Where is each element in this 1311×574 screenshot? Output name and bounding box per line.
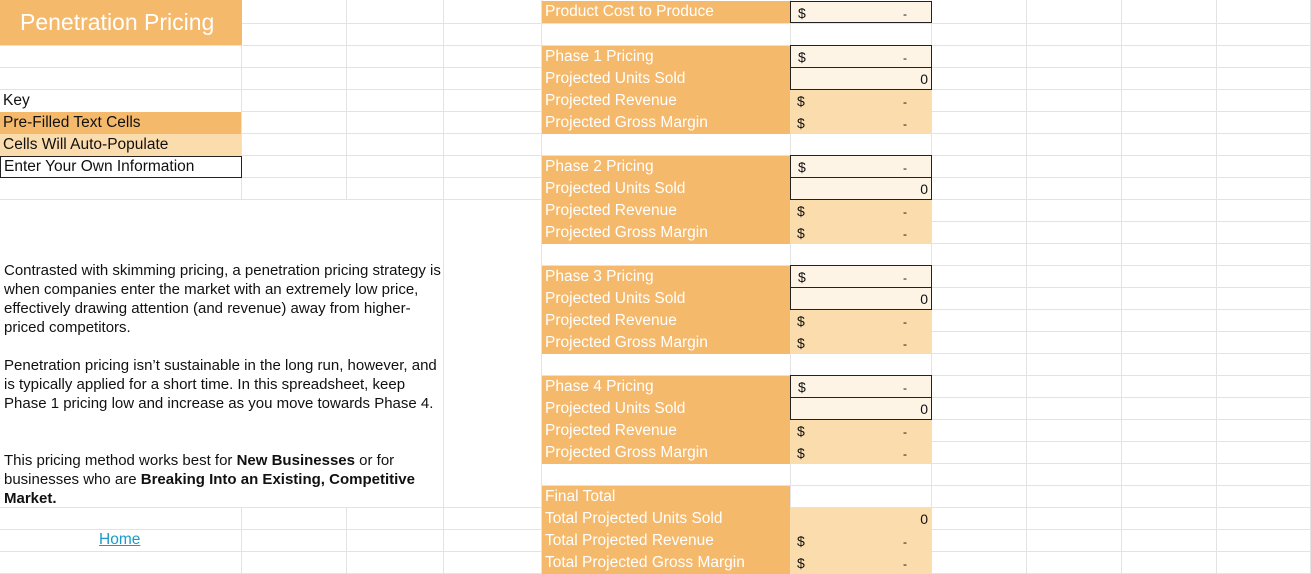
phase-3-units-label: Projected Units Sold <box>542 288 790 310</box>
final-revenue-label: Total Projected Revenue <box>542 530 790 552</box>
final-units-label: Total Projected Units Sold <box>542 508 790 530</box>
phase-2-pricing-label: Phase 2 Pricing <box>542 156 790 178</box>
phase-1-revenue-value <box>790 90 931 112</box>
value: 0 <box>920 71 928 87</box>
final-margin-label: Total Projected Gross Margin <box>542 552 790 574</box>
currency-symbol: $ <box>798 49 806 65</box>
sheet-title: Penetration Pricing <box>0 0 242 45</box>
phase-2-margin-value <box>790 222 931 244</box>
value: - <box>903 315 907 329</box>
key-enter-info[interactable]: Enter Your Own Information <box>0 156 242 178</box>
currency-symbol: $ <box>798 379 806 395</box>
currency-symbol: $ <box>797 533 805 549</box>
value: - <box>903 337 907 351</box>
value: - <box>903 381 907 395</box>
currency-symbol: $ <box>798 5 806 21</box>
currency-symbol: $ <box>797 115 805 131</box>
key-heading: Key <box>0 90 241 112</box>
value: 0 <box>920 181 928 197</box>
phase-1-units-label: Projected Units Sold <box>542 68 790 90</box>
key-autopopulate: Cells Will Auto-Populate <box>0 134 241 156</box>
phase-2-revenue-label: Projected Revenue <box>542 200 790 222</box>
currency-symbol: $ <box>797 203 805 219</box>
currency-symbol: $ <box>797 423 805 439</box>
value: - <box>903 7 907 21</box>
phase-3-pricing-input[interactable] <box>790 265 932 288</box>
phase-3-margin-label: Projected Gross Margin <box>542 332 790 354</box>
description-paragraph-3: This pricing method works best for New Businesses or for businesses who are Breaking Into an Existing, Competitive Market. <box>4 452 415 507</box>
value: - <box>903 161 907 175</box>
phase-2-pricing-input[interactable] <box>790 155 932 178</box>
phase-2-revenue-value <box>790 200 931 222</box>
phase-4-pricing-label: Phase 4 Pricing <box>542 376 790 398</box>
key-prefilled: Pre-Filled Text Cells <box>0 112 241 134</box>
value: - <box>903 535 907 549</box>
phase-4-pricing-input[interactable] <box>790 375 932 398</box>
currency-symbol: $ <box>797 555 805 571</box>
value: - <box>903 205 907 219</box>
value: 0 <box>920 291 928 307</box>
value: - <box>903 425 907 439</box>
currency-symbol: $ <box>797 335 805 351</box>
phase-2-units-label: Projected Units Sold <box>542 178 790 200</box>
currency-symbol: $ <box>797 93 805 109</box>
final-total-label: Final Total <box>542 486 790 508</box>
value: - <box>903 271 907 285</box>
value: - <box>903 557 907 571</box>
final-units-value <box>790 508 931 530</box>
phase-1-margin-value <box>790 112 931 134</box>
phase-4-revenue-label: Projected Revenue <box>542 420 790 442</box>
currency-symbol: $ <box>797 225 805 241</box>
phase-2-units-input[interactable] <box>790 177 932 200</box>
product-cost-label: Product Cost to Produce <box>542 1 790 23</box>
phase-4-revenue-value <box>790 420 931 442</box>
value: - <box>903 95 907 109</box>
phase-1-pricing-input[interactable] <box>790 45 932 68</box>
phase-4-margin-value <box>790 442 931 464</box>
product-cost-input[interactable] <box>790 1 932 23</box>
currency-symbol: $ <box>798 159 806 175</box>
value: 0 <box>920 401 928 417</box>
phase-3-revenue-value <box>790 310 931 332</box>
phase-1-margin-label: Projected Gross Margin <box>542 112 790 134</box>
description-paragraph-1: Contrasted with skimming pricing, a penetration pricing strategy is when companies enter the market with an extremely low price, effectively drawing attention (and revenue) away from higher-priced competitors. <box>4 262 441 336</box>
home-link[interactable]: Home <box>99 531 141 548</box>
final-margin-value <box>790 552 931 574</box>
currency-symbol: $ <box>797 445 805 461</box>
phase-1-units-input[interactable] <box>790 67 932 90</box>
value: - <box>903 227 907 241</box>
currency-symbol: $ <box>797 313 805 329</box>
description-paragraph-2: Penetration pricing isn’t sustainable in the long run, however, and is typically applied for a short time. In this spreadsheet, keep Phase 1 pricing low and increase as you move towards Phase 4. <box>4 357 437 412</box>
value: - <box>903 447 907 461</box>
phase-1-pricing-label: Phase 1 Pricing <box>542 46 790 68</box>
phase-3-margin-value <box>790 332 931 354</box>
final-revenue-value <box>790 530 931 552</box>
value: - <box>903 51 907 65</box>
phase-4-units-input[interactable] <box>790 397 932 420</box>
phase-3-pricing-label: Phase 3 Pricing <box>542 266 790 288</box>
currency-symbol: $ <box>798 269 806 285</box>
phase-4-units-label: Projected Units Sold <box>542 398 790 420</box>
phase-2-margin-label: Projected Gross Margin <box>542 222 790 244</box>
value: 0 <box>920 511 928 527</box>
phase-4-margin-label: Projected Gross Margin <box>542 442 790 464</box>
value: - <box>903 117 907 131</box>
phase-3-units-input[interactable] <box>790 287 932 310</box>
phase-3-revenue-label: Projected Revenue <box>542 310 790 332</box>
phase-1-revenue-label: Projected Revenue <box>542 90 790 112</box>
